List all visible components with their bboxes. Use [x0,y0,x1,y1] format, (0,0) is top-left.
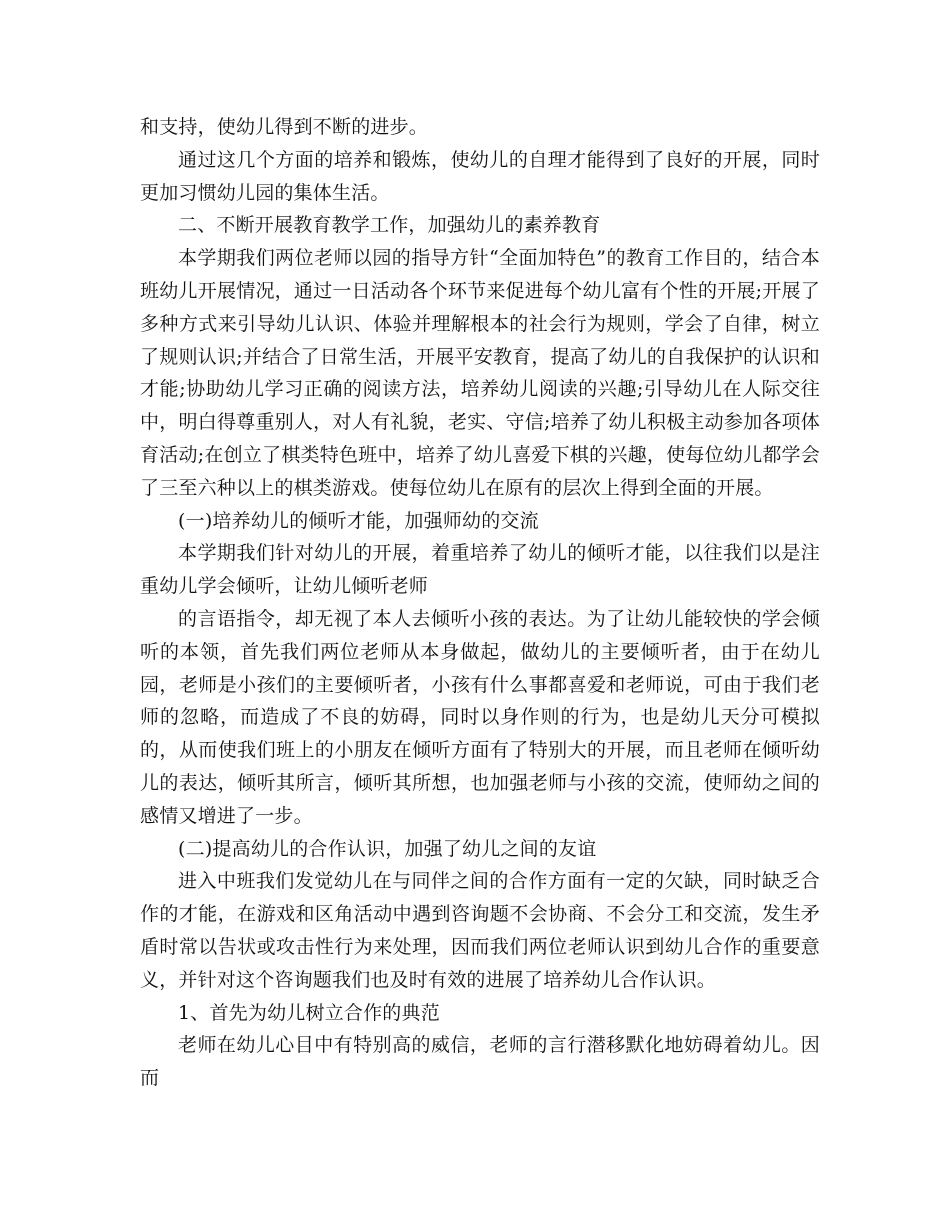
paragraph-3: 本学期我们两位老师以园的指导方针“全面加特色”的教育工作目的，结合本班幼儿开展情况，通过一日活动各个环节来促进每个幼儿富有个性的开展;开展了多种方式来引导幼儿认识、体验并理解根本的社会行为规则，学会了自律，树立了规则认识;并结合了日常生活，开展平安教育，提高了幼儿的自我保护的认识和才能;协助幼儿学习正确的阅读方法，培养幼儿阅读的兴趣;引导幼儿在人际交往中，明白得尊重别人，对人有礼貌，老实、守信;培养了幼儿积极主动参加各项体育活动;在创立了棋类特色班中，培养了幼儿喜爱下棋的兴趣，使每位幼儿都学会了三至六种以上的棋类游戏。使每位幼儿在原有的层次上得到全面的开展。 [140,247,820,499]
paragraph-2: 通过这几个方面的培养和锻炼，使幼儿的自理才能得到了良好的开展，同时更加习惯幼儿园的集体生活。 [140,148,820,204]
document-body [140,111,820,1095]
section-heading-2: 二、不断开展教育教学工作，加强幼儿的素养教育 [178,214,601,237]
paragraph-4: 本学期我们针对幼儿的开展，着重培养了幼儿的倾听才能，以往我们以是注重幼儿学会倾听，让幼儿倾听老师 [140,542,820,598]
subsection-heading-2: (二)提高幼儿的合作认识，加强了幼儿之间的友谊 [178,837,597,860]
paragraph-7: 老师在幼儿心目中有特别高的威信，老师的言行潜移默化地妨碍着幼儿。因而 [140,1034,820,1090]
item-heading-1: 1、首先为幼儿树立合作的典范 [178,1001,440,1024]
paragraph-1: 和支持，使幼儿得到不断的进步。 [140,116,429,138]
paragraph-5: 的言语指令，却无视了本人去倾听小孩的表达。为了让幼儿能较快的学会倾听的本领，首先我们两位老师从本身做起，做幼儿的主要倾听者，由于在幼儿园，老师是小孩们的主要倾听者，小孩有什么事都喜爱和老师说，可由于我们老师的忽略，而造成了不良的妨碍，同时以身作则的行为，也是幼儿天分可模拟的，从而使我们班上的小朋友在倾听方面有了特别大的开展，而且老师在倾听幼儿的表达，倾听其所言，倾听其所想，也加强老师与小孩的交流，使师幼之间的感情又增进了一步。 [140,607,820,827]
paragraph-6: 进入中班我们发觉幼儿在与同伴之间的合作方面有一定的欠缺，同时缺乏合作的才能，在游戏和区角活动中遇到咨询题不会协商、不会分工和交流，发生矛盾时常以告状或攻击性行为来处理，因而我们两位老师认识到幼儿合作的重要意义，并针对这个咨询题我们也及时有效的进展了培养幼儿合作认识。 [140,870,820,991]
subsection-heading-1: (一)培养幼儿的倾听才能，加强师幼的交流 [178,509,539,532]
